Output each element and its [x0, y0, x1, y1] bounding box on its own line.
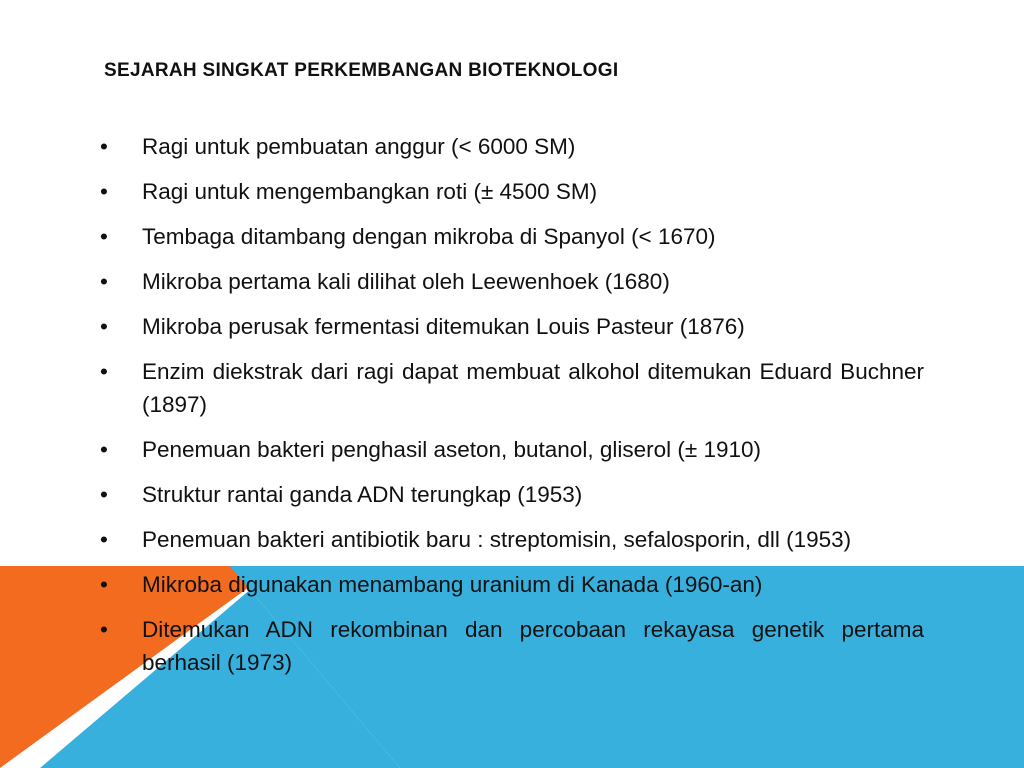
- slide-title: SEJARAH SINGKAT PERKEMBANGAN BIOTEKNOLOGI: [104, 60, 619, 81]
- bullet-item-9: • Penemuan bakteri antibiotik baru : streptomisin, sefalosporin, dll (1953): [100, 523, 924, 556]
- bullet-list: [100, 130, 924, 691]
- bullet-item-7: • Penemuan bakteri penghasil aseton, butanol, gliserol (± 1910): [100, 433, 924, 466]
- bullet-item-10: • Mikroba digunakan menambang uranium di Kanada (1960-an): [100, 568, 924, 601]
- bullet-item-5: • Mikroba perusak fermentasi ditemukan Louis Pasteur (1876): [100, 310, 924, 343]
- bullet-item-1: • Ragi untuk pembuatan anggur (< 6000 SM): [100, 130, 924, 163]
- bullet-item-11: • Ditemukan ADN rekombinan dan percobaan rekayasa genetik pertama berhasil (1973): [100, 613, 924, 679]
- bullet-item-2: • Ragi untuk mengembangkan roti (± 4500 SM): [100, 175, 924, 208]
- bullet-item-6: • Enzim diekstrak dari ragi dapat membuat alkohol ditemukan Eduard Buchner (1897): [100, 355, 924, 421]
- bullet-item-8: • Struktur rantai ganda ADN terungkap (1953): [100, 478, 924, 511]
- bullet-item-3: • Tembaga ditambang dengan mikroba di Spanyol (< 1670): [100, 220, 924, 253]
- bullet-item-4: • Mikroba pertama kali dilihat oleh Leewenhoek (1680): [100, 265, 924, 298]
